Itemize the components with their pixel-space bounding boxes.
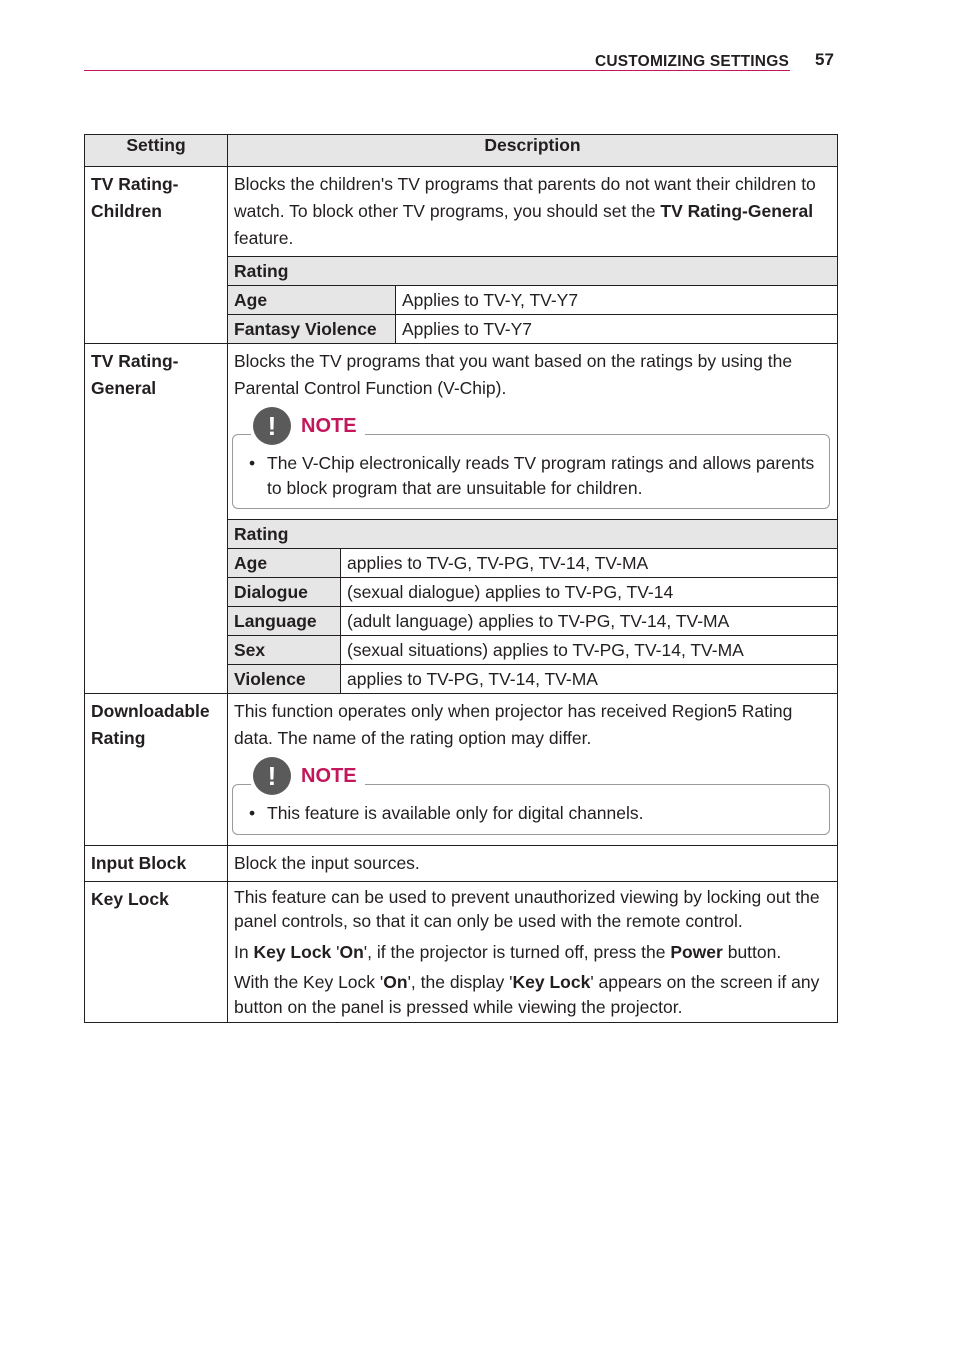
rating-row: [228, 286, 837, 315]
rating-value: (sexual situations) applies to TV-PG, TV-14, TV-MA: [341, 636, 838, 665]
rating-value: applies to TV-G, TV-PG, TV-14, TV-MA: [341, 549, 838, 578]
description-text: [228, 882, 837, 1023]
table-header-row: [85, 135, 838, 167]
table-row-tv-rating-general: [85, 344, 838, 694]
description-paragraph: In Key Lock 'On', if the projector is turned off, press the Power button.: [234, 941, 782, 962]
setting-description: [228, 881, 838, 1023]
table-row-input-block: [85, 845, 838, 881]
rating-key: Dialogue: [228, 578, 341, 607]
rating-subheader: Rating: [228, 520, 837, 549]
rating-subtable: [228, 256, 837, 343]
setting-name: TV Rating-General: [85, 344, 228, 694]
description-text: Blocks the TV programs that you want based on the ratings by using the Parental Control Function (V-Chip).: [234, 351, 793, 398]
section-title: CUSTOMIZING SETTINGS: [594, 53, 789, 70]
rating-value: applies to TV-PG, TV-14, TV-MA: [341, 665, 838, 694]
rating-row: [228, 607, 837, 636]
column-header-description: Description: [228, 135, 838, 167]
exclamation-icon: !: [253, 407, 291, 445]
note-item: • This feature is available only for digital channels.: [267, 801, 817, 826]
description-text: Block the input sources.: [234, 852, 420, 873]
setting-description: [228, 845, 838, 881]
exclamation-icon: !: [253, 757, 291, 795]
description-part: feature.: [234, 228, 294, 248]
description-text: [228, 167, 837, 256]
page-number: 57: [815, 50, 834, 69]
rating-value: Applies to TV-Y, TV-Y7: [396, 286, 838, 315]
setting-name: TV Rating-Children: [85, 167, 228, 344]
rating-key: Fantasy Violence: [228, 315, 396, 344]
rating-key: Language: [228, 607, 341, 636]
note-label: NOTE: [301, 764, 357, 787]
note-header: [251, 757, 365, 795]
description-emphasis: TV Rating-General: [660, 201, 814, 221]
column-header-setting: Setting: [85, 135, 228, 167]
note-label: NOTE: [301, 414, 357, 437]
description-text: This function operates only when projector has received Region5 Rating data. The name of the rating option may differ.: [234, 701, 793, 748]
rating-row: [228, 549, 837, 578]
note-box: [232, 760, 830, 835]
setting-description: [228, 344, 838, 694]
rating-row: [228, 665, 837, 694]
rating-value: (sexual dialogue) applies to TV-PG, TV-14: [341, 578, 838, 607]
rating-row: [228, 315, 837, 344]
description-paragraph: With the Key Lock 'On', the display 'Key Lock' appears on the screen if any button on the panel is pressed while viewing the projector.: [234, 972, 820, 1017]
setting-name: Key Lock: [85, 881, 228, 1023]
rating-row: [228, 578, 837, 607]
rating-subheader: Rating: [228, 257, 837, 286]
rating-subtable: [228, 519, 837, 693]
setting-name: Input Block: [85, 845, 228, 881]
note-item: • The V-Chip electronically reads TV program ratings and allows parents to block program that are unsuitable for children.: [267, 451, 817, 500]
setting-name: Downloadable Rating: [85, 694, 228, 846]
rating-key: Age: [228, 286, 396, 315]
description-paragraph: This feature can be used to prevent unauthorized viewing by locking out the panel controls, so that it can only be used with the remote control.: [234, 886, 820, 931]
rating-key: Sex: [228, 636, 341, 665]
setting-description: [228, 694, 838, 846]
settings-table: [84, 134, 838, 1023]
note-header: [251, 407, 365, 445]
table-row-key-lock: [85, 881, 838, 1023]
rating-key: Age: [228, 549, 341, 578]
rating-key: Violence: [228, 665, 341, 694]
setting-description: [228, 167, 838, 344]
rating-value: Applies to TV-Y7: [396, 315, 838, 344]
description-part: Blocks the children's TV programs that parents do not want their children to watch. To block other TV programs, you should set the: [234, 174, 816, 221]
rating-value: (adult language) applies to TV-PG, TV-14, TV-MA: [341, 607, 838, 636]
note-box: [232, 410, 830, 509]
table-row-tv-rating-children: [85, 167, 838, 344]
table-row-downloadable-rating: [85, 694, 838, 846]
rating-row: [228, 636, 837, 665]
